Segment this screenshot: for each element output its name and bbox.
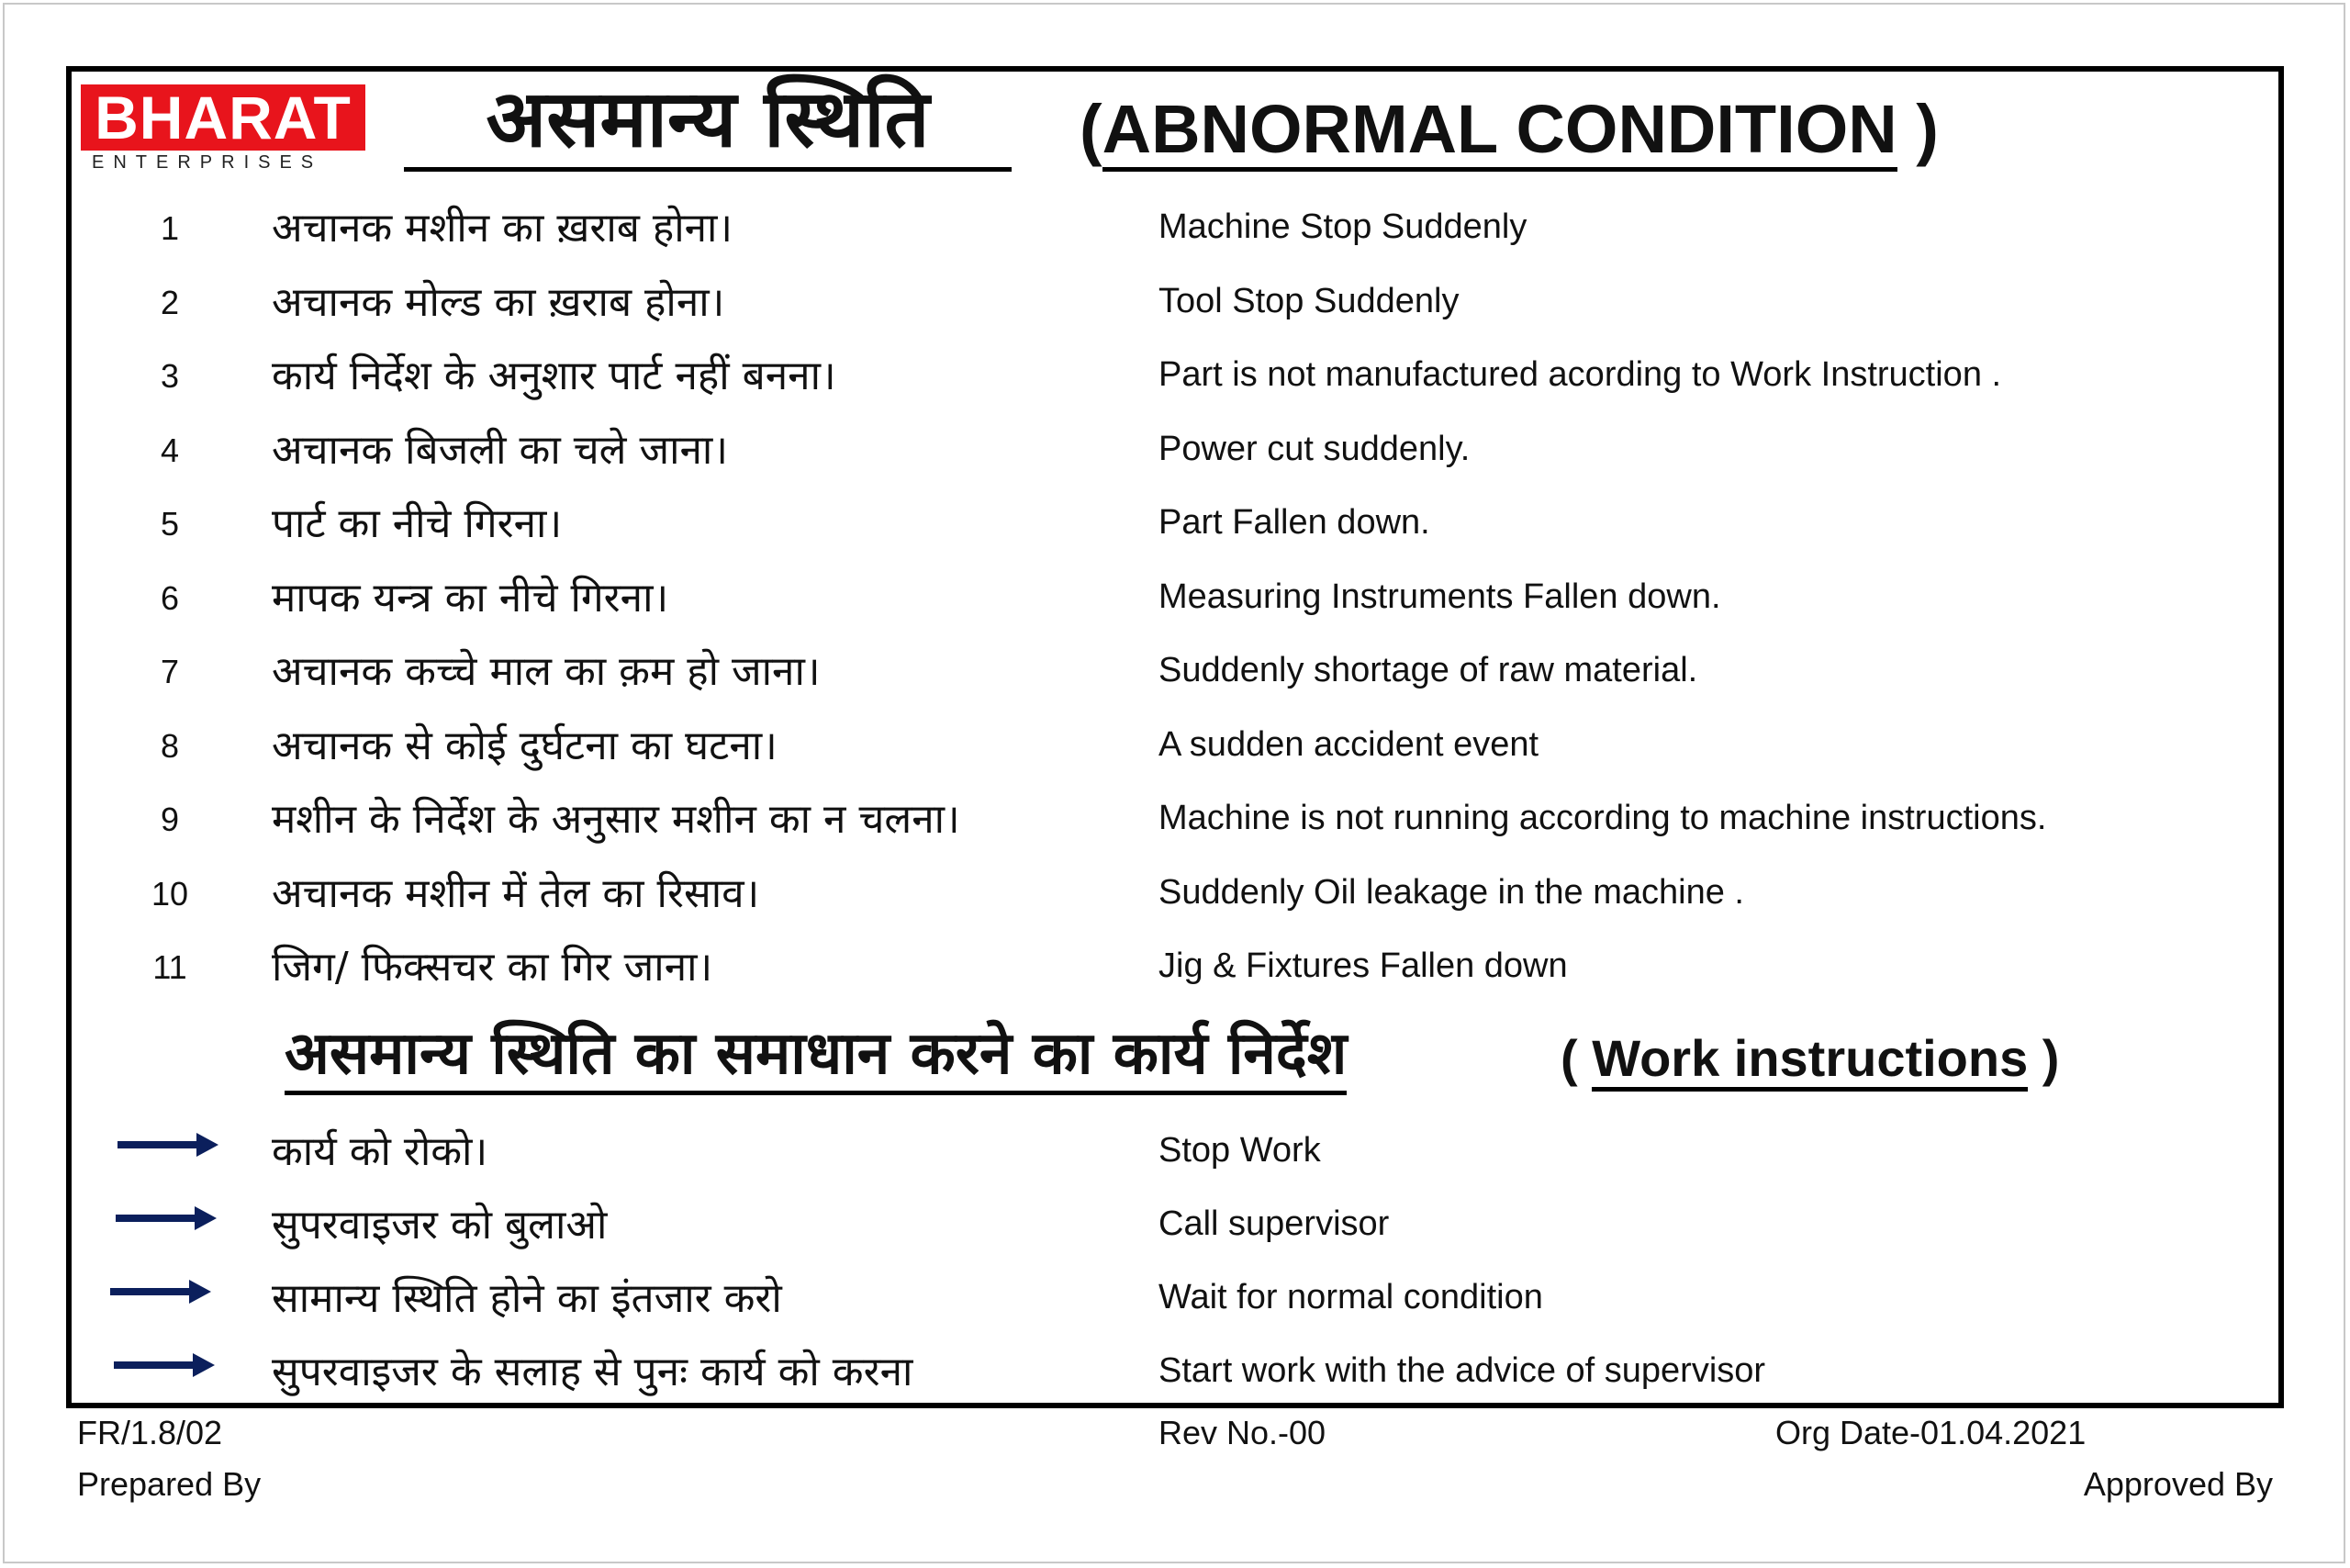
work-title-close-paren: ) [2028,1029,2060,1087]
condition-row [0,419,2350,474]
instruction-hindi: सामान्य स्थिति होने का इंतजार करो [272,1275,782,1322]
condition-english: Suddenly shortage of raw material. [1158,651,1698,689]
condition-number: 2 [160,284,180,321]
instruction-row [0,1340,2350,1395]
condition-english: Jig & Fixtures Fallen down [1158,946,1568,985]
condition-row [0,271,2350,326]
instruction-english: Wait for normal condition [1158,1278,1543,1316]
condition-number: 3 [160,357,180,395]
condition-number: 7 [160,653,180,690]
condition-hindi: अचानक मशीन में तेल का रिसाव। [272,870,760,917]
condition-english: Tool Stop Suddenly [1158,282,1460,320]
company-logo [81,84,365,174]
condition-hindi: जिग/ फिक्सचर का गिर जाना। [272,944,713,991]
condition-english: Part Fallen down. [1158,503,1430,542]
origin-date: Org Date-01.04.2021 [1775,1414,2087,1451]
logo-subtitle: ENTERPRISES [92,152,323,173]
doc-number: FR/1.8/02 [77,1414,223,1451]
condition-number: 6 [160,579,180,617]
condition-english: Power cut suddenly. [1158,430,1471,468]
approved-by: Approved By [2083,1465,2273,1503]
title-english-text: ABNORMAL CONDITION [1102,91,1897,172]
condition-hindi: कार्य निर्देश के अनुशार पार्ट नहीं बनना। [272,353,836,399]
title-hindi: असमान्य स्थिति [404,72,1012,172]
right-arrow-icon [116,1206,217,1230]
work-title-hindi: असमान्य स्थिति का समाधान करने का कार्य निर्देश [285,1017,1347,1095]
condition-hindi: मशीन के निर्देश के अनुसार मशीन का न चलना। [272,796,960,843]
condition-row [0,862,2350,917]
condition-number: 4 [160,431,180,469]
instruction-english: Start work with the advice of supervisor [1158,1351,1766,1390]
condition-row [0,566,2350,622]
title-english [1080,88,1939,171]
condition-english: Machine Stop Suddenly [1158,207,1528,246]
condition-hindi: अचानक बिजली का चले जाना। [272,427,729,474]
instruction-row [0,1120,2350,1175]
condition-number: 9 [160,801,180,838]
instruction-english: Stop Work [1158,1131,1321,1170]
revision-number: Rev No.-00 [1158,1414,1326,1451]
right-arrow-icon [110,1280,211,1304]
condition-row [0,935,2350,991]
instruction-row [0,1267,2350,1322]
work-title-english [1561,1026,2059,1091]
instruction-hindi: सुपरवाइजर को बुलाओ [272,1202,608,1249]
work-title-english-text: Work instructions [1592,1029,2028,1092]
condition-number: 5 [160,505,180,543]
instruction-row [0,1193,2350,1249]
condition-hindi: अचानक मशीन का ख़राब होना। [272,205,733,252]
condition-hindi: अचानक मोल्ड का ख़राब होना। [272,279,725,326]
condition-number: 10 [151,875,189,913]
condition-english: Machine is not running according to machine instructions. [1158,799,2047,837]
right-arrow-icon [114,1353,215,1377]
work-title-open-paren: ( [1561,1029,1593,1087]
condition-english: A sudden accident event [1158,725,1539,764]
condition-row [0,788,2350,843]
title-close-paren: ) [1897,91,1939,167]
condition-hindi: अचानक कच्चे माल का क़म हो जाना। [272,648,821,695]
right-arrow-icon [118,1133,218,1157]
instruction-english: Call supervisor [1158,1204,1390,1243]
logo-wordmark: BHARAT [81,84,365,151]
condition-hindi: पार्ट का नीचे गिरना। [272,500,563,547]
condition-hindi: मापक यन्त्र का नीचे गिरना। [272,575,669,622]
condition-number: 8 [160,727,180,765]
instruction-hindi: कार्य को रोको। [272,1128,488,1175]
condition-row [0,714,2350,769]
condition-row [0,344,2350,399]
condition-english: Suddenly Oil leakage in the machine . [1158,873,1744,912]
condition-row [0,640,2350,695]
condition-english: Part is not manufactured acording to Work Instruction . [1158,355,2002,394]
condition-row [0,196,2350,252]
prepared-by: Prepared By [77,1465,262,1503]
instruction-hindi: सुपरवाइजर के सलाह से पुनः कार्य को करना [272,1349,913,1395]
condition-number: 1 [160,209,180,247]
condition-english: Measuring Instruments Fallen down. [1158,577,1721,616]
title-open-paren: ( [1080,91,1102,167]
condition-hindi: अचानक से कोई दुर्घटना का घटना। [272,722,778,769]
condition-row [0,492,2350,547]
condition-number: 11 [152,948,187,986]
